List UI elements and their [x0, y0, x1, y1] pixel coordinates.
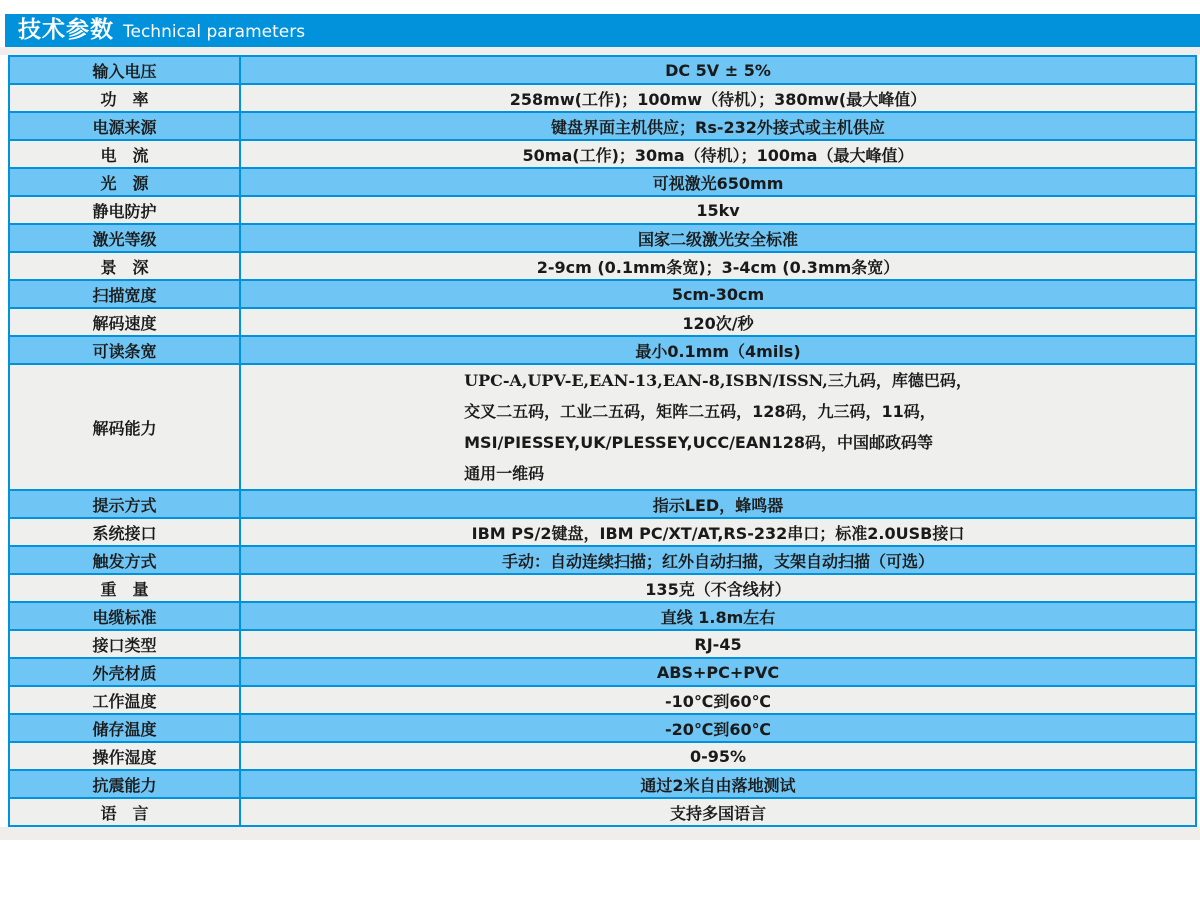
- page-title: 技术参数: [18, 17, 114, 43]
- param-value-cell: 手动：自动连续扫描；红外自动扫描，支架自动扫描（可选）: [240, 546, 1196, 574]
- table-row: [9, 490, 1196, 518]
- param-value-cell: 2-9cm (0.1mm条宽)；3-4cm (0.3mm条宽）: [240, 252, 1196, 280]
- param-value-cell: 指示LED，蜂鸣器: [240, 490, 1196, 518]
- table-row: [9, 168, 1196, 196]
- param-label-cell: 光 源: [9, 168, 240, 196]
- param-label-cell: 电 流: [9, 140, 240, 168]
- param-value-cell: 通过2米自由落地测试: [240, 770, 1196, 798]
- param-label-cell: 电源来源: [9, 112, 240, 140]
- table-row: [9, 112, 1196, 140]
- decode-line: 通用一维码: [464, 464, 545, 483]
- param-value-cell: 可视激光650mm: [240, 168, 1196, 196]
- table-row: [9, 770, 1196, 798]
- table-row: [9, 714, 1196, 742]
- table-row: [9, 308, 1196, 336]
- table-row: [9, 252, 1196, 280]
- param-label-cell: 系统接口: [9, 518, 240, 546]
- param-label-cell: 外壳材质: [9, 658, 240, 686]
- page-top-margin: [0, 0, 1200, 14]
- table-row: [9, 336, 1196, 364]
- param-label-cell: 功 率: [9, 84, 240, 112]
- param-label-cell: 可读条宽: [9, 336, 240, 364]
- table-row: [9, 742, 1196, 770]
- table-row: [9, 546, 1196, 574]
- param-label-cell: 储存温度: [9, 714, 240, 742]
- param-label-cell: 语 言: [9, 798, 240, 826]
- param-value-cell: DC 5V ± 5%: [240, 56, 1196, 84]
- param-label-cell: 景 深: [9, 252, 240, 280]
- table-row: [9, 364, 1196, 490]
- decode-line: MSI/PIESSEY,UK/PLESSEY,UCC/EAN128码，中国邮政码等: [464, 433, 934, 452]
- table-row: [9, 798, 1196, 826]
- param-label-cell: 解码能力: [9, 364, 240, 490]
- param-label-cell: 激光等级: [9, 224, 240, 252]
- param-value-cell: IBM PS/2键盘，IBM PC/XT/AT,RS-232串口；标准2.0USB接口: [240, 518, 1196, 546]
- param-label-cell: 抗震能力: [9, 770, 240, 798]
- param-value-cell: ABS+PC+PVC: [240, 658, 1196, 686]
- table-row: [9, 84, 1196, 112]
- param-value-cell: 国家二级激光安全标准: [240, 224, 1196, 252]
- table-row: [9, 518, 1196, 546]
- page-bottom-band: [0, 827, 1200, 840]
- table-row: [9, 280, 1196, 308]
- param-label-cell: 提示方式: [9, 490, 240, 518]
- decode-line: UPC-A,UPV-E,EAN-13,EAN-8,ISBN/ISSN,三九码，库德巴码，: [464, 371, 972, 390]
- page-subtitle: Technical parameters: [123, 21, 306, 42]
- param-value-cell: -10℃到60℃: [240, 686, 1196, 714]
- param-label-cell: 接口类型: [9, 630, 240, 658]
- table-row: [9, 56, 1196, 84]
- param-label-cell: 重 量: [9, 574, 240, 602]
- table-row: [9, 196, 1196, 224]
- param-value-cell: 直线 1.8m左右: [240, 602, 1196, 630]
- param-value-cell: 0-95%: [240, 742, 1196, 770]
- header-bar: [5, 14, 1200, 47]
- param-label-cell: 输入电压: [9, 56, 240, 84]
- param-value-cell: 15kv: [240, 196, 1196, 224]
- parameters-table-body: [9, 56, 1196, 826]
- param-value-cell: 135克（不含线材）: [240, 574, 1196, 602]
- param-value-cell: 最小0.1mm（4mils): [240, 336, 1196, 364]
- param-value-cell: RJ-45: [240, 630, 1196, 658]
- table-row: [9, 574, 1196, 602]
- param-label-cell: 静电防护: [9, 196, 240, 224]
- param-label-cell: 解码速度: [9, 308, 240, 336]
- param-value-cell: 120次/秒: [240, 308, 1196, 336]
- table-row: [9, 140, 1196, 168]
- param-label-cell: 工作温度: [9, 686, 240, 714]
- param-value-cell: [240, 364, 1196, 490]
- header-gap-band: [0, 47, 1200, 55]
- decode-line: 交叉二五码，工业二五码，矩阵二五码，128码，九三码，11码，: [464, 402, 936, 421]
- param-label-cell: 扫描宽度: [9, 280, 240, 308]
- param-label-cell: 触发方式: [9, 546, 240, 574]
- param-value-cell: 50ma(工作)；30ma（待机）；100ma（最大峰值）: [240, 140, 1196, 168]
- table-row: [9, 224, 1196, 252]
- table-row: [9, 630, 1196, 658]
- param-value-cell: 支持多国语言: [240, 798, 1196, 826]
- param-value-cell: -20℃到60℃: [240, 714, 1196, 742]
- param-label-cell: 电缆标准: [9, 602, 240, 630]
- param-label-cell: 操作湿度: [9, 742, 240, 770]
- table-row: [9, 658, 1196, 686]
- param-value-cell: 258mw(工作)；100mw（待机）；380mw(最大峰值）: [240, 84, 1196, 112]
- decode-capability-block: [464, 365, 972, 489]
- table-row: [9, 602, 1196, 630]
- param-value-cell: 键盘界面主机供应；Rs-232外接式或主机供应: [240, 112, 1196, 140]
- param-value-cell: 5cm-30cm: [240, 280, 1196, 308]
- parameters-table: [8, 55, 1197, 827]
- table-row: [9, 686, 1196, 714]
